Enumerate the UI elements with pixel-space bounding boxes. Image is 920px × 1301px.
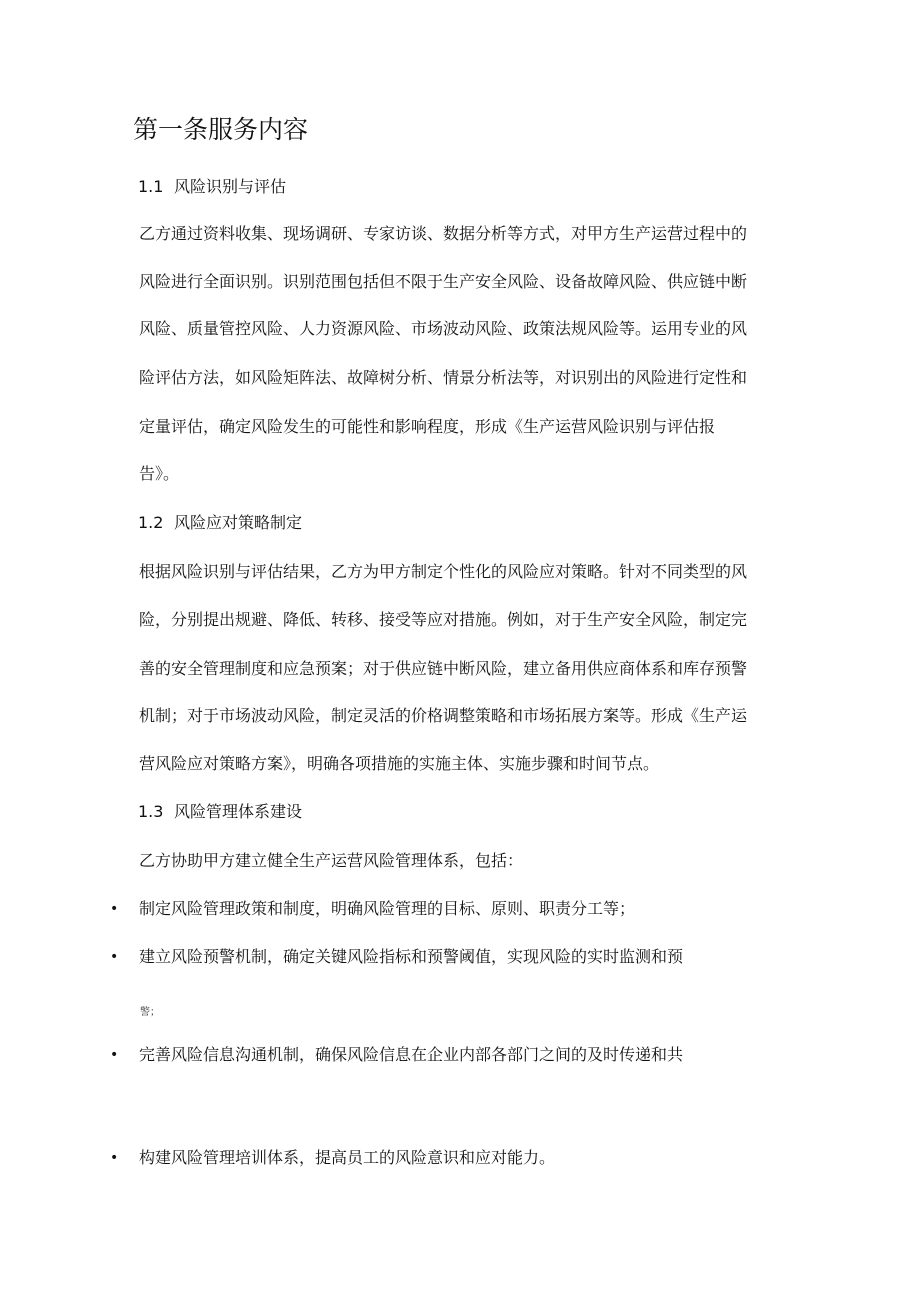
page-title: 第一条服务内容	[133, 115, 309, 144]
section-heading-1-1	[138, 175, 286, 199]
paragraph-line: 定量评估，确定风险发生的可能性和影响程度，形成《生产运营风险识别与评估报	[139, 417, 716, 436]
section-number: 1.3	[138, 802, 164, 821]
paragraph-line: 乙方通过资料收集、现场调研、专家访谈、数据分析等方式，对甲方生产运营过程中的	[139, 224, 748, 243]
bullet-text: 构建风险管理培训体系，提高员工的风险意识和应对能力。	[139, 1148, 556, 1167]
paragraph-line: 机制；对于市场波动风险，制定灵活的价格调整策略和市场拓展方案等。形成《生产运	[139, 706, 748, 725]
section-title: 风险管理体系建设	[174, 802, 303, 821]
section-title: 风险应对策略制定	[174, 513, 303, 532]
bullet-marker: •	[110, 901, 119, 917]
paragraph-line: 根据风险识别与评估结果，乙方为甲方制定个性化的风险应对策略。针对不同类型的风	[139, 562, 748, 581]
section-number: 1.1	[138, 177, 164, 196]
paragraph-line: 险评估方法，如风险矩阵法、故障树分析、情景分析法等，对识别出的风险进行定性和	[139, 368, 748, 387]
bullet-text: 完善风险信息沟通机制，确保风险信息在企业内部各部门之间的及时传递和共	[139, 1045, 684, 1064]
section-heading-1-3	[138, 800, 302, 824]
paragraph-line: 告》。	[139, 464, 180, 483]
paragraph-line: 营风险应对策略方案》，明确各项措施的实施主体、实施步骤和时间节点。	[139, 754, 660, 773]
bullet-marker: •	[110, 1047, 119, 1063]
bullet-marker: •	[110, 1150, 119, 1166]
bullet-marker: •	[110, 949, 119, 965]
bullet-text: 建立风险预警机制，确定关键风险指标和预警阈值，实现风险的实时监测和预	[139, 947, 684, 966]
section-intro: 乙方协助甲方建立健全生产运营风险管理体系，包括：	[139, 851, 524, 870]
bullet-text: 制定风险管理政策和制度，明确风险管理的目标、原则、职责分工等；	[139, 899, 636, 918]
section-heading-1-2	[138, 511, 302, 535]
paragraph-line: 善的安全管理制度和应急预案；对于供应链中断风险，建立备用供应商体系和库存预警	[139, 659, 748, 678]
paragraph-line: 风险、质量管控风险、人力资源风险、市场波动风险、政策法规风险等。运用专业的风	[139, 319, 748, 338]
clipped-text-fragment: 警；	[140, 1007, 160, 1018]
section-number: 1.2	[138, 513, 164, 532]
paragraph-line: 险，分别提出规避、降低、转移、接受等应对措施。例如，对于生产安全风险，制定完	[139, 610, 748, 629]
section-title: 风险识别与评估	[174, 177, 287, 196]
paragraph-line: 风险进行全面识别。识别范围包括但不限于生产安全风险、设备故障风险、供应链中断	[139, 272, 748, 291]
